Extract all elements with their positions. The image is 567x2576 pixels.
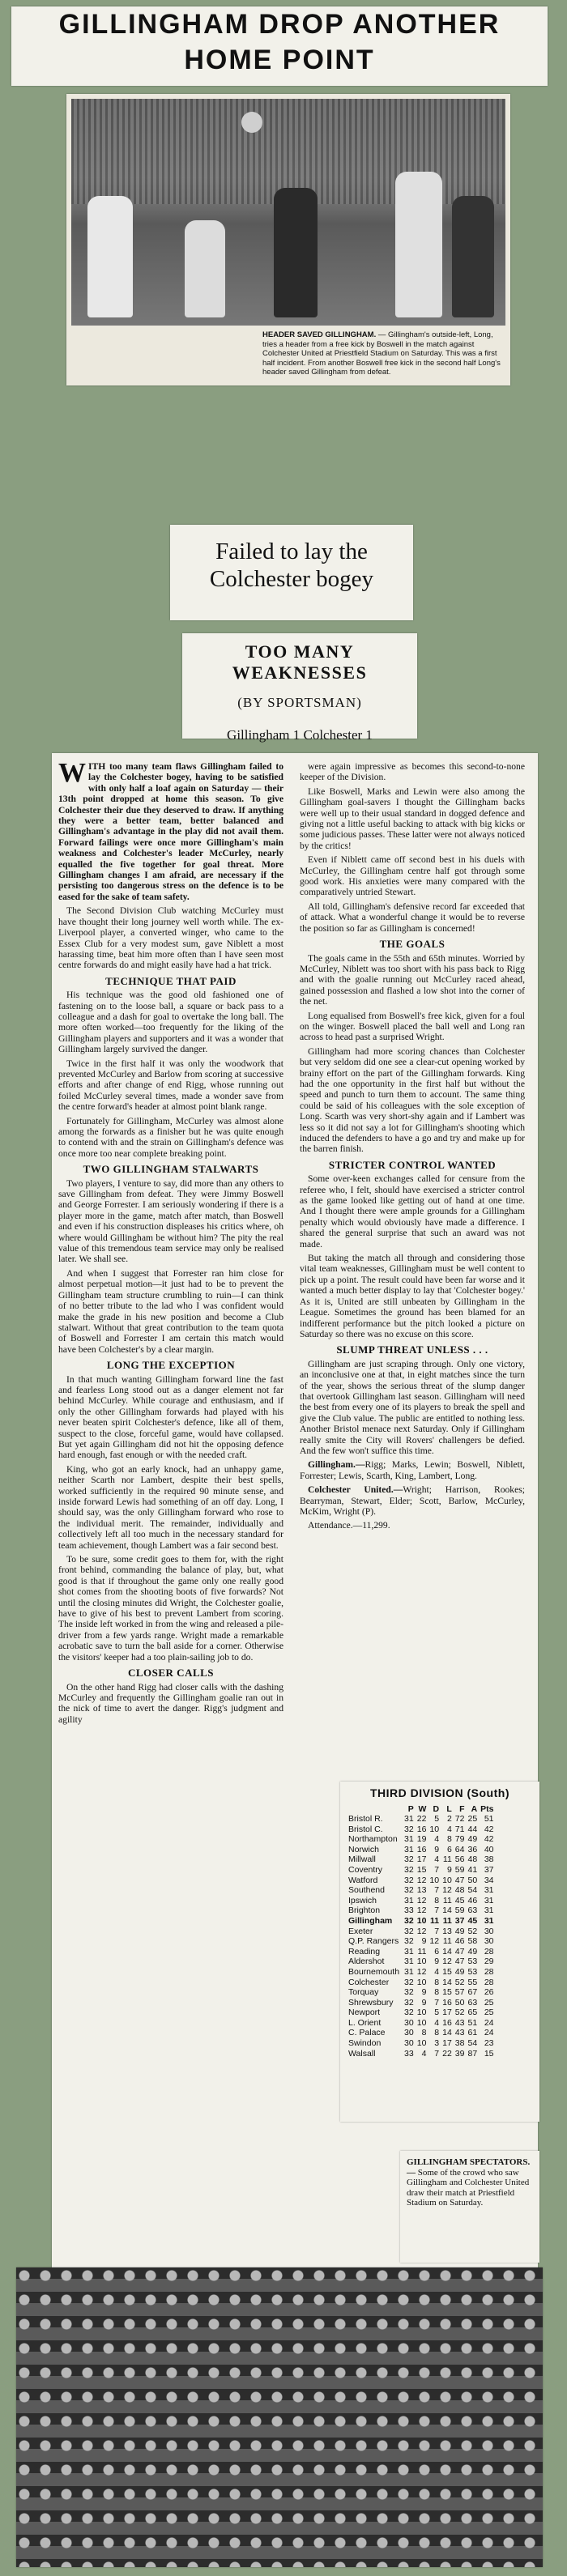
table-header-cell (347, 1804, 403, 1814)
stat-cell: 4 (434, 1834, 440, 1845)
stat-cell: 32 (404, 1997, 414, 2008)
stat-cell: 48 (454, 1885, 465, 1896)
stat-cell: 58 (467, 1936, 478, 1947)
stat-cell: 12 (442, 1885, 452, 1896)
stat-cell: 32 (404, 1915, 414, 1926)
stat-cell: 53 (467, 1966, 478, 1977)
crowd-image (16, 2267, 543, 2567)
table-row (347, 1936, 496, 1947)
stat-cell: 29 (484, 1956, 494, 1967)
team-name-cell: Swindon (348, 2038, 382, 2049)
stat-cell: 8 (434, 1977, 440, 1987)
match-photo (71, 99, 505, 326)
stat-cell: 11 (442, 1895, 452, 1905)
stat-cell: 49 (454, 1926, 465, 1936)
stat-cell: 33 (404, 2048, 414, 2059)
team-players: Wright; Harrison, Rookes; Bearryman, Stewart, Elder; Scott, Barlow, McCurley, McKim, Wright (P). (300, 1484, 525, 1517)
stat-cell: 12 (442, 1956, 452, 1967)
stat-cell: 17 (442, 2008, 452, 2018)
stat-cell: 44 (467, 1824, 478, 1834)
spectators-caption-bold: GILLINGHAM SPECTATORS.— (407, 2157, 531, 2178)
stat-cell: 49 (467, 1834, 478, 1845)
stat-cell: 12 (416, 1926, 427, 1936)
table-header-cell: L (446, 1804, 452, 1814)
article-paragraph: were again impressive as becomes this second-to-none keeper of the Division. (300, 761, 525, 783)
stat-cell: 12 (429, 1936, 440, 1947)
stat-cell: 12 (416, 1875, 427, 1885)
league-table (347, 1804, 496, 2059)
stat-cell: 10 (416, 1915, 427, 1926)
stat-cell: 32 (404, 2008, 414, 2018)
stat-cell: 10 (416, 1956, 427, 1967)
table-header-cell: W (418, 1804, 427, 1814)
stat-cell: 24 (484, 2017, 494, 2028)
stat-cell: 31 (484, 1895, 494, 1905)
stat-cell: 19 (416, 1834, 427, 1845)
stat-cell: 14 (442, 1977, 452, 1987)
team-name-cell: Aldershot (348, 1956, 385, 1967)
stat-cell: 13 (416, 1885, 427, 1896)
spectators-caption-clipping (400, 2151, 539, 2263)
stat-cell: 38 (484, 1854, 494, 1865)
table-header-cell: Pts (480, 1804, 494, 1814)
lead-text: ITH too many team flaws Gillingham failed to lay the Colchester bogey, having to be satisfied with only half a loaf again on Saturday — their 13th point dropped at home this season. To give Colchester their due they deserved to draw. If anything they were a better team, better balanced and Gillingham's advantage in the play did not avail them. Forward failings were once more Gillingham's main weakness and Colchester's leader McCurley, nearly equalled the five together for goal threat. More Gillingham changes I am afraid, are necessary if the persisting too dangerous stress on the defence is to be eased for the sake of team safety. (58, 761, 284, 902)
article-subtitle: TOO MANY WEAKNESSES (232, 641, 368, 683)
stat-cell: 22 (416, 1814, 427, 1824)
team-name-cell: Brighton (348, 1905, 381, 1916)
article-column-2 (300, 761, 525, 1535)
stat-cell: 47 (454, 1875, 465, 1885)
team-name-cell: Q.P. Rangers (348, 1936, 399, 1947)
stat-cell: 31 (404, 1966, 414, 1977)
stat-cell: 7 (434, 1905, 440, 1916)
stat-cell: 7 (434, 1926, 440, 1936)
league-table-body (347, 1814, 496, 2059)
stat-cell: 10 (416, 2038, 427, 2049)
team-name-cell: Shrewsbury (348, 1997, 394, 2008)
stat-cell: 10 (416, 1977, 427, 1987)
team-name-cell: Walsall (348, 2048, 376, 2059)
stat-cell: 9 (434, 1844, 440, 1854)
table-row (347, 2018, 496, 2029)
stat-cell: 10 (429, 1824, 440, 1834)
match-score: Gillingham 1 Colchester 1 (227, 727, 373, 743)
team-lineup (300, 1484, 525, 1517)
stat-cell: 9 (446, 1864, 452, 1875)
article-paragraph: Like Boswell, Marks and Lewin were also among the Gillingham goal-savers I thought the Gillingham backs were well up to their usual standard in dogged defence and giving not a little useful backing to attack with big kicks or some judicious passes. These latter were not always noticed by the critics! (300, 786, 525, 851)
stat-cell: 31 (484, 1885, 494, 1896)
table-row (347, 2049, 496, 2059)
stat-cell: 36 (467, 1844, 478, 1854)
stat-cell: 71 (454, 1824, 465, 1834)
stat-cell: 16 (416, 1844, 427, 1854)
table-row (347, 1927, 496, 1937)
article-paragraph: Long equalised from Boswell's free kick, given for a foul on the winger. Boswell placed the ball well and Long ran across to head past a surprised Wright. (300, 1010, 525, 1043)
stat-cell: 22 (442, 2048, 452, 2059)
stat-cell: 25 (484, 2008, 494, 2018)
headline-line-2: HOME POINT (184, 45, 375, 75)
article-paragraph: On the other hand Rigg had closer calls with the dashing McCurley and frequently the Gillingham goalie ran out in the nick of time to avert the danger. Rigg's judgment and agility (58, 1681, 284, 1725)
stat-cell: 4 (434, 1966, 440, 1977)
lead-paragraph (58, 758, 284, 902)
stat-cell: 15 (484, 2048, 494, 2059)
stat-cell: 32 (404, 1875, 414, 1885)
spectators-caption-text: Some of the crowd who saw Gillingham and Colchester United draw their match at Priestfield Stadium on Saturday. (407, 2167, 530, 2208)
team-name-cell: Southend (348, 1885, 385, 1896)
table-row (347, 2008, 496, 2018)
league-table-header (347, 1804, 496, 1814)
league-table-title: THIRD DIVISION (South) (370, 1786, 509, 1799)
table-row (347, 2038, 496, 2049)
team-name-cell: Torquay (348, 1987, 379, 1998)
article-paragraph: In that much wanting Gillingham forward line the fast and fearless Long stood out as a danger element not far behind McCurley. While courage and enthusiasm, and if only the other Gillingham forwards had played with his never beaten spirit Colchester's defence, like all of them, suspect to the close, forceful game, would have collapsed. But yet again Gillingham did not hit the opposing defence hard enough, fast enough or with the needed craft. (58, 1373, 284, 1461)
stat-cell: 50 (454, 1997, 465, 2008)
stat-cell: 12 (416, 1895, 427, 1905)
table-row (347, 1956, 496, 1967)
stat-cell: 64 (454, 1844, 465, 1854)
stat-cell: 42 (484, 1824, 494, 1834)
stat-cell: 11 (442, 1936, 452, 1947)
stat-cell: 5 (434, 1814, 440, 1824)
stat-cell: 8 (434, 2028, 440, 2038)
stat-cell: 8 (434, 1895, 440, 1905)
table-row (347, 1885, 496, 1896)
stat-cell: 59 (454, 1905, 465, 1916)
player-figure (452, 196, 494, 317)
stat-cell: 31 (404, 1946, 414, 1956)
stat-cell: 30 (404, 2038, 414, 2049)
stat-cell: 7 (434, 1997, 440, 2008)
table-row (347, 1978, 496, 1988)
stat-cell: 49 (454, 1966, 465, 1977)
stat-cell: 15 (442, 1966, 452, 1977)
stat-cell: 32 (404, 1864, 414, 1875)
table-header-cell: D (433, 1804, 440, 1814)
stat-cell: 31 (404, 1834, 414, 1845)
stat-cell: 32 (404, 1885, 414, 1896)
stat-cell: 13 (442, 1926, 452, 1936)
table-row (347, 2028, 496, 2038)
stat-cell: 31 (404, 1956, 414, 1967)
article-paragraph: Some over-keen exchanges called for censure from the referee who, I felt, should have exercised a stricter control as the game looked like getting out of hand at one time. And I thought there were ample grounds for a Gillingham penalty which would obviously have made a difference. I shared the general surprise that such an award was not made. (300, 1173, 525, 1250)
stat-cell: 47 (454, 1956, 465, 1967)
stat-cell: 42 (484, 1834, 494, 1845)
stat-cell: 51 (484, 1814, 494, 1824)
table-row (347, 1987, 496, 1998)
stat-cell: 11 (442, 1854, 452, 1865)
article-byline: (BY SPORTSMAN) (237, 695, 362, 710)
team-name-cell: Bristol C. (348, 1824, 383, 1834)
stat-cell: 31 (404, 1844, 414, 1854)
stat-cell: 32 (404, 1987, 414, 1998)
stat-cell: 8 (434, 1987, 440, 1998)
stat-cell: 28 (484, 1946, 494, 1956)
spectators-photo (16, 2267, 543, 2567)
player-figure (185, 220, 225, 317)
section-heading: TECHNIQUE THAT PAID (105, 974, 237, 987)
stat-cell: 49 (467, 1946, 478, 1956)
stat-cell: 6 (446, 1844, 452, 1854)
team-name-cell: L. Orient (348, 2017, 382, 2028)
stat-cell: 7 (434, 1864, 440, 1875)
stat-cell: 50 (467, 1875, 478, 1885)
table-row (347, 1967, 496, 1978)
stat-cell: 57 (454, 1987, 465, 1998)
stat-cell: 32 (404, 1936, 414, 1947)
stat-cell: 52 (467, 1926, 478, 1936)
article-paragraph: The goals came in the 55th and 65th minutes. Worried by McCurley, Niblett was too short with his pass back to Rigg and with the goalie running out McCurley raced ahead, gained possession and flashed a low shot into the corner of the net. (300, 952, 525, 1007)
stat-cell: 24 (484, 2028, 494, 2038)
stat-cell: 4 (434, 2017, 440, 2028)
stat-cell: 53 (467, 1956, 478, 1967)
stat-cell: 23 (484, 2038, 494, 2049)
stat-cell: 54 (467, 2038, 478, 2049)
table-row (347, 1896, 496, 1906)
stat-cell: 31 (404, 1814, 414, 1824)
article-paragraph: Two players, I venture to say, did more than any others to save Gillingham from defeat. They were Jimmy Boswell and George Forrester. I am seriously wondering if there is a player more in the game, match after match, than Boswell and even if his construction displeases his critics where, oh where would Gillingham be without him? The pity the real value of this tremendous team service may only be realised later. We shall see. (58, 1177, 284, 1265)
stat-cell: 7 (434, 2048, 440, 2059)
player-figure (274, 188, 318, 317)
headline-line-1: GILLINGHAM DROP ANOTHER (58, 9, 501, 40)
stat-cell: 9 (434, 1956, 440, 1967)
table-row (347, 1854, 496, 1865)
team-name-cell: Gillingham (348, 1915, 393, 1926)
article-paragraph: Fortunately for Gillingham, McCurley was almost alone among the forwards as a finisher but he was quite enough to contend with and the strain on Gillingham's defence was once more too near complete breaking point. (58, 1115, 284, 1159)
article-title-clipping (170, 525, 413, 620)
stat-cell: 16 (416, 1824, 427, 1834)
stat-cell: 17 (442, 2038, 452, 2049)
stat-cell: 10 (429, 1875, 440, 1885)
stat-cell: 32 (404, 1824, 414, 1834)
stat-cell: 40 (484, 1844, 494, 1854)
section-heading: SLUMP THREAT UNLESS . . . (336, 1343, 488, 1356)
stat-cell: 25 (484, 1997, 494, 2008)
team-name-cell: Northampton (348, 1834, 398, 1845)
team-name-cell: Bournemouth (348, 1966, 400, 1977)
stat-cell: 33 (404, 1905, 414, 1916)
stat-cell: 61 (467, 2028, 478, 2038)
stat-cell: 39 (454, 2048, 465, 2059)
section-heading: THE GOALS (379, 938, 446, 951)
league-table-clipping (340, 1782, 539, 2122)
stat-cell: 14 (442, 2028, 452, 2038)
drop-cap: W (58, 758, 86, 788)
team-name: Colchester United.— (308, 1484, 403, 1496)
team-name-cell: Coventry (348, 1864, 383, 1875)
table-header-cell: A (471, 1804, 478, 1814)
stat-cell: 8 (421, 2028, 427, 2038)
article-title: Failed to lay the Colchester bogey (209, 539, 374, 592)
stat-cell: 37 (454, 1915, 465, 1926)
team-lineup (300, 1459, 525, 1481)
photo-caption-text: — Gillingham's outside-left, Long, tries a header from a free kick by Boswell in the match against Colchester United at Priestfield Stadium on Saturday. This was a first half incident. From another Boswell free kick in the second half Long's header saved Gillingham from defeat. (262, 330, 501, 377)
article-paragraph: Gillingham had more scoring chances than Colchester but very seldom did one see a clear-cut opening worked by brainy effort on the part of the Gillingham forwards. King had the one opportunity in the first half but without the speed and punch to turn them to account. The same thing could be said of his colleagues with the sole exception of Long. Scarth was very short-shy again and if Lambert was less so it did not say a lot for Gillingham's shooting which induced the defenders to have a go and try and make up for the barren finish. (300, 1045, 525, 1155)
team-name-cell: Norwich (348, 1844, 379, 1854)
section-heading: LONG THE EXCEPTION (106, 1359, 236, 1372)
stat-cell: 55 (467, 1977, 478, 1987)
table-row (347, 1824, 496, 1835)
stat-cell: 8 (446, 1834, 452, 1845)
table-row (347, 1916, 496, 1927)
table-row (347, 1834, 496, 1845)
stat-cell: 14 (442, 1946, 452, 1956)
article-paragraph: And when I suggest that Forrester ran him close for almost perpetual motion—it just had to be to prevent the Gillingham team structure crumbling to ruin—I can think of no better tribute to the lad who I was confident would make the grade in his new position and become a Club stalwart. Without that great contribution to the team quota of Boswell and Forrester I am certain this match would have been Colchester's by a clear margin. (58, 1267, 284, 1355)
stat-cell: 28 (484, 1966, 494, 1977)
stat-cell: 12 (416, 1966, 427, 1977)
article-paragraph: Even if Niblett came off second best in his duels with McCurley, the Gillingham centre half got through some good work. His anxieties were many compared with the comparatively untried Stewart. (300, 854, 525, 898)
stat-cell: 17 (416, 1854, 427, 1865)
stat-cell: 30 (484, 1926, 494, 1936)
stat-cell: 11 (417, 1946, 427, 1956)
stat-cell: 43 (454, 2017, 465, 2028)
stat-cell: 10 (442, 1875, 452, 1885)
article-paragraph: His technique was the good old fashioned one of fastening on to the loose ball, a square or back pass to a colleague and a dash for goal to overtake the long ball. The more often worked—too frequently for the liking of the Gillingham players and supporters and it was a wonder that Gillingham largely survived the danger. (58, 990, 284, 1055)
article-column-1 (58, 758, 284, 1728)
table-header-cell: P (407, 1804, 414, 1814)
article-paragraph: King, who got an early knock, had an unhappy game, neither Scarth nor Lambert, despite their best spells, worked sufficiently in the required 90 minute sense, and inside forward Lewis had something of an off day. Long, I should say, was the only Gillingham forward who rose to the individual merit. The remainder, individually and collectively left all too much in the necessary standard for team achievement, though Lambert was a fair second best. (58, 1463, 284, 1551)
table-row (347, 1998, 496, 2008)
football (241, 112, 262, 133)
stat-cell: 16 (442, 1997, 452, 2008)
team-players: Attendance.—11,299. (308, 1520, 390, 1531)
stat-cell: 52 (454, 2008, 465, 2018)
stat-cell: 30 (404, 2028, 414, 2038)
stat-cell: 38 (454, 2038, 465, 2049)
stat-cell: 41 (467, 1864, 478, 1875)
stat-cell: 2 (446, 1814, 452, 1824)
article-subhead-clipping (182, 633, 417, 743)
stat-cell: 87 (467, 2048, 478, 2059)
stat-cell: 65 (467, 2008, 478, 2018)
stat-cell: 4 (446, 1824, 452, 1834)
table-row (347, 1865, 496, 1876)
article-body-clipping (52, 753, 538, 2365)
stat-cell: 59 (454, 1864, 465, 1875)
stat-cell: 72 (454, 1814, 465, 1824)
stat-cell: 4 (421, 2048, 427, 2059)
table-row (347, 1947, 496, 1957)
stat-cell: 31 (484, 1905, 494, 1916)
stat-cell: 11 (442, 1915, 452, 1926)
stat-cell: 7 (434, 1885, 440, 1896)
photo-caption (71, 330, 505, 381)
match-photo-clipping (66, 94, 510, 385)
stat-cell: 12 (416, 1905, 427, 1916)
stat-cell: 32 (404, 1926, 414, 1936)
stat-cell: 63 (467, 1997, 478, 2008)
stat-cell: 54 (467, 1885, 478, 1896)
stat-cell: 6 (434, 1946, 440, 1956)
stat-cell: 5 (434, 2008, 440, 2018)
team-name-cell: Watford (348, 1875, 378, 1885)
stat-cell: 11 (430, 1915, 440, 1926)
article-paragraph: Gillingham are just scraping through. Only one victory, an inconclusive one at that, in eight matches since the turn of the year, shows the serious threat of the slump danger that overtook Gillingham last season. Gillingham will need the best from every one of its players to break the spell and give the Club value. The public are entitled to nothing less. Another Bristol menace next Saturday. Only if Gillingham really smite the City will Rovers' challengers be defied. And the few won't suffice this time. (300, 1358, 525, 1456)
stat-cell: 31 (404, 1895, 414, 1905)
stat-cell: 46 (454, 1936, 465, 1947)
stat-cell: 15 (416, 1864, 427, 1875)
stat-cell: 32 (404, 1854, 414, 1865)
stat-cell: 28 (484, 1977, 494, 1987)
stat-cell: 32 (404, 1977, 414, 1987)
team-players: Rigg; Marks, Lewin; Boswell, Niblett, Forrester; Lewis, Scarth, King, Lambert, Long. (300, 1459, 525, 1481)
team-name-cell: Reading (348, 1946, 381, 1956)
team-name-cell: Millwall (348, 1854, 376, 1865)
stat-cell: 45 (467, 1915, 478, 1926)
section-heading: CLOSER CALLS (127, 1667, 215, 1680)
stat-cell: 52 (454, 1977, 465, 1987)
section-heading: STRICTER CONTROL WANTED (328, 1158, 497, 1171)
section-heading: TWO GILLINGHAM STALWARTS (83, 1163, 259, 1176)
team-name-cell: Colchester (348, 1977, 390, 1987)
stat-cell: 16 (442, 2017, 452, 2028)
stat-cell: 51 (467, 2017, 478, 2028)
team-name-cell: Exeter (348, 1926, 373, 1936)
stat-cell: 48 (467, 1854, 478, 1865)
stat-cell: 25 (467, 1814, 478, 1824)
player-figure (87, 196, 133, 317)
stat-cell: 30 (484, 1936, 494, 1947)
stat-cell: 14 (442, 1905, 452, 1916)
article-paragraph: All told, Gillingham's defensive record far exceeded that of attack. What a wonderful change it would be to reverse the position so far as Gillingham is concerned! (300, 901, 525, 934)
stat-cell: 30 (404, 2017, 414, 2028)
stat-cell: 10 (416, 2008, 427, 2018)
stat-cell: 56 (454, 1854, 465, 1865)
article-paragraph: To be sure, some credit goes to them for, with the right front behind, commanding the balance of play, but, what good is that if throughout the game only one really good shot comes from the shooting boots of five forwards? Not until the closing minutes did Wright, the Colchester goalie, have to give of his best to prevent Lambert from scoring. The inside left worked in from the wing and released a pile-driver from a few yards range. Wright made a remarkable acrobatic save to turn the ball aside for a corner. Otherwise the visitors' keeper had a too plain-sailing job to do. (58, 1554, 284, 1663)
stat-cell: 10 (416, 2017, 427, 2028)
team-name: Gillingham.— (308, 1459, 365, 1471)
stat-cell: 4 (434, 1854, 440, 1865)
table-row (347, 1814, 496, 1824)
team-name-cell: Ipswich (348, 1895, 377, 1905)
stat-cell: 9 (421, 1987, 427, 1998)
stat-cell: 45 (454, 1895, 465, 1905)
article-paragraph: But taking the match all through and considering those vital team weaknesses, Gillingham must be well content to pick up a point. The result could have been far worse and it wanted a much better display to lay that 'Colchester bogey.' As it is, United are still unbeaten by Gillingham in the League. Sometimes the ground has been blamed for an indifferent performance but the pitch looked a picture on Saturday so there was no excuse on this score. (300, 1253, 525, 1339)
stat-cell: 34 (484, 1875, 494, 1885)
stat-cell: 63 (467, 1905, 478, 1916)
table-header-cell: F (459, 1804, 465, 1814)
table-row (347, 1845, 496, 1855)
article-paragraph: The Second Division Club watching McCurley must have thought their long journey well worth while. The ex-Liverpool player, a converted winger, who came to the Essex Club for a very modest sum, gave Niblett a most harassing time, beat him more often than I have seen most centre forwards do and might easily have had a hat trick. (58, 905, 284, 971)
table-row (347, 1905, 496, 1916)
team-lineup (300, 1520, 525, 1531)
stat-cell: 47 (454, 1946, 465, 1956)
team-name-cell: C. Palace (348, 2028, 386, 2038)
stat-cell: 9 (421, 1936, 427, 1947)
stat-cell: 37 (484, 1864, 494, 1875)
stat-cell: 79 (454, 1834, 465, 1845)
stat-cell: 9 (421, 1997, 427, 2008)
player-figure (395, 172, 442, 317)
stat-cell: 67 (467, 1987, 478, 1998)
stat-cell: 43 (454, 2028, 465, 2038)
stat-cell: 46 (467, 1895, 478, 1905)
team-name-cell: Bristol R. (348, 1814, 383, 1824)
headline-clipping (11, 6, 548, 86)
photo-caption-bold: HEADER SAVED GILLINGHAM. (262, 330, 377, 339)
stat-cell: 15 (442, 1987, 452, 1998)
stat-cell: 3 (434, 2038, 440, 2049)
team-name-cell: Newport (348, 2008, 381, 2018)
table-row (347, 1876, 496, 1886)
article-paragraph: Twice in the first half it was only the woodwork that prevented McCurley and Barlow from scoring at successive efforts and after change of end Rigg, whose running out foiled McCurley several times, made a wonder save from the centre forward's header at almost point blank range. (58, 1058, 284, 1113)
stat-cell: 26 (484, 1987, 494, 1998)
stat-cell: 31 (484, 1915, 494, 1926)
